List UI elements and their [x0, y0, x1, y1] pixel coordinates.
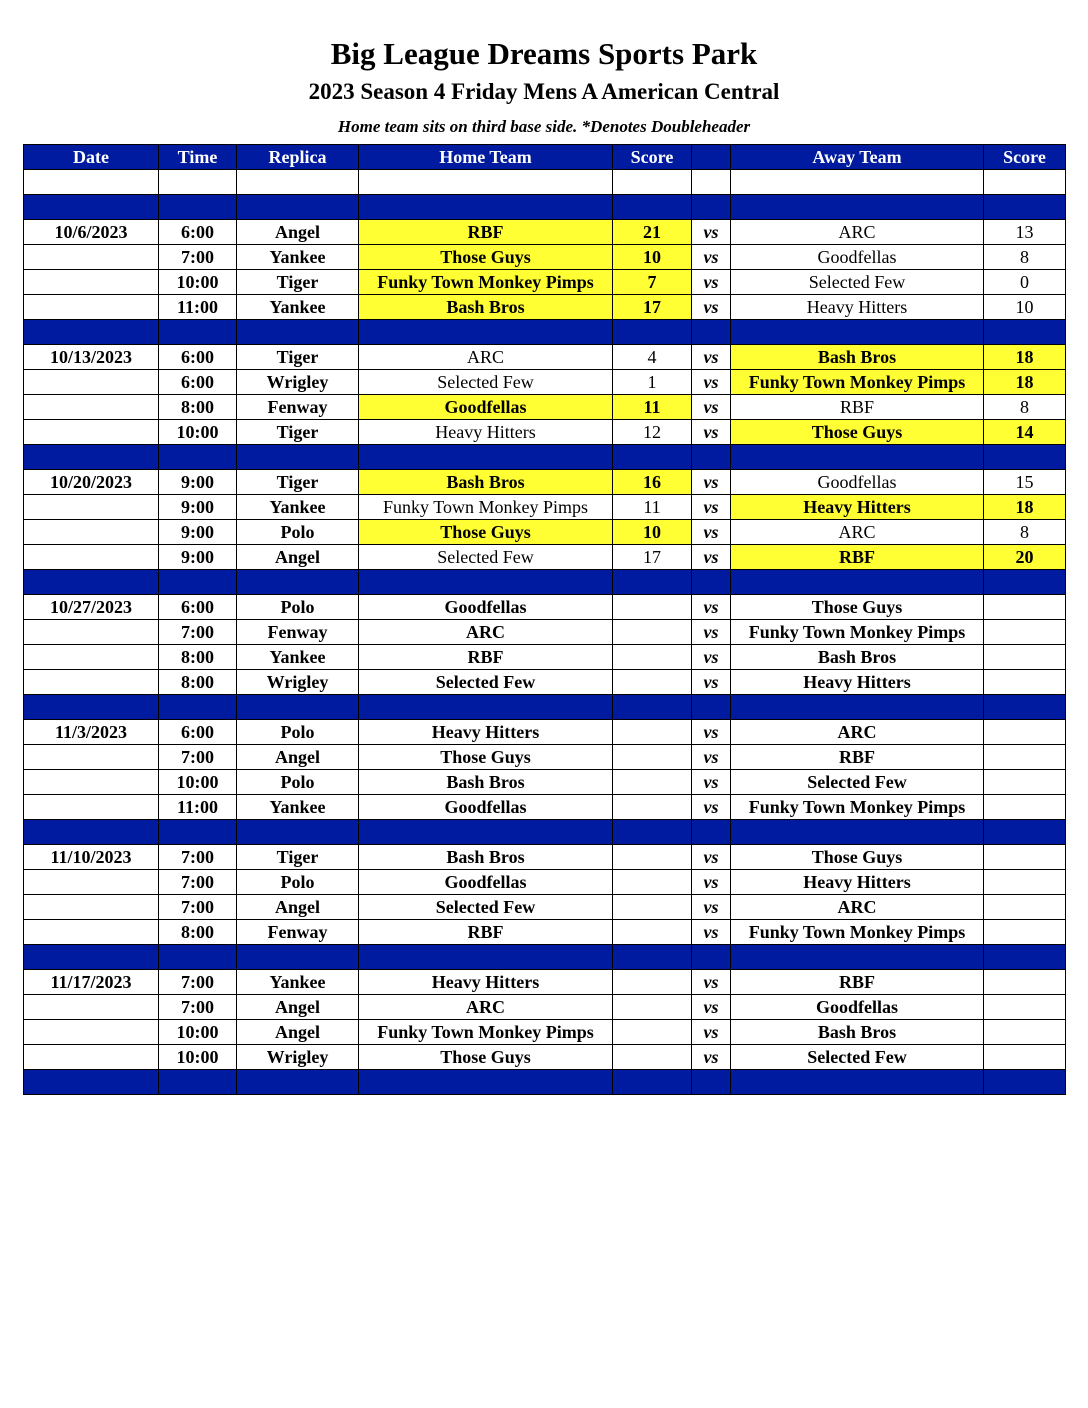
- vs-label: vs: [692, 420, 731, 445]
- home-team: Bash Bros: [359, 295, 613, 320]
- home-team: RBF: [359, 220, 613, 245]
- away-team: ARC: [731, 720, 984, 745]
- away-team: Funky Town Monkey Pimps: [731, 620, 984, 645]
- game-date: 10/6/2023: [24, 220, 159, 245]
- away-team: Funky Town Monkey Pimps: [731, 370, 984, 395]
- away-score: [984, 970, 1066, 995]
- vs-label: vs: [692, 495, 731, 520]
- game-replica: Angel: [237, 1020, 359, 1045]
- game-time: 6:00: [159, 370, 237, 395]
- game-row: [24, 520, 1066, 545]
- away-team: RBF: [731, 545, 984, 570]
- week-separator-row: [24, 445, 1066, 470]
- game-row: [24, 895, 1066, 920]
- game-replica: Angel: [237, 995, 359, 1020]
- game-row: [24, 1020, 1066, 1045]
- home-team: ARC: [359, 345, 613, 370]
- game-replica: Wrigley: [237, 370, 359, 395]
- home-score: 21: [613, 220, 692, 245]
- home-score: [613, 770, 692, 795]
- home-score: [613, 895, 692, 920]
- week-separator-row: [24, 695, 1066, 720]
- col-header-home-team: Home Team: [359, 145, 613, 170]
- home-team: Those Guys: [359, 245, 613, 270]
- home-score: [613, 645, 692, 670]
- game-time: 7:00: [159, 970, 237, 995]
- home-score: [613, 845, 692, 870]
- game-row: [24, 795, 1066, 820]
- week-separator-row: [24, 945, 1066, 970]
- game-time: 9:00: [159, 495, 237, 520]
- game-time: 10:00: [159, 270, 237, 295]
- game-row: [24, 395, 1066, 420]
- game-row: [24, 770, 1066, 795]
- game-date: [24, 395, 159, 420]
- away-score: 18: [984, 495, 1066, 520]
- game-replica: Angel: [237, 545, 359, 570]
- away-team: Bash Bros: [731, 645, 984, 670]
- away-team: Those Guys: [731, 845, 984, 870]
- away-score: [984, 845, 1066, 870]
- game-time: 10:00: [159, 770, 237, 795]
- away-score: [984, 720, 1066, 745]
- game-replica: Fenway: [237, 620, 359, 645]
- vs-label: vs: [692, 795, 731, 820]
- away-team: Heavy Hitters: [731, 670, 984, 695]
- game-row: [24, 370, 1066, 395]
- away-score: 13: [984, 220, 1066, 245]
- game-date: [24, 645, 159, 670]
- game-replica: Fenway: [237, 920, 359, 945]
- game-time: 10:00: [159, 1020, 237, 1045]
- home-score: [613, 595, 692, 620]
- game-time: 6:00: [159, 595, 237, 620]
- home-team: Heavy Hitters: [359, 720, 613, 745]
- away-score: 18: [984, 345, 1066, 370]
- game-row: [24, 995, 1066, 1020]
- home-team: Funky Town Monkey Pimps: [359, 270, 613, 295]
- game-replica: Yankee: [237, 495, 359, 520]
- col-header-home-score: Score: [613, 145, 692, 170]
- game-replica: Angel: [237, 895, 359, 920]
- away-score: 14: [984, 420, 1066, 445]
- home-team: RBF: [359, 920, 613, 945]
- schedule-body: [24, 170, 1066, 1095]
- game-time: 6:00: [159, 345, 237, 370]
- game-replica: Tiger: [237, 470, 359, 495]
- game-time: 9:00: [159, 545, 237, 570]
- vs-label: vs: [692, 370, 731, 395]
- vs-label: vs: [692, 395, 731, 420]
- away-score: [984, 595, 1066, 620]
- game-replica: Polo: [237, 720, 359, 745]
- game-date: [24, 420, 159, 445]
- game-time: 9:00: [159, 520, 237, 545]
- week-separator-row: [24, 570, 1066, 595]
- game-date: [24, 495, 159, 520]
- game-replica: Yankee: [237, 645, 359, 670]
- game-replica: Fenway: [237, 395, 359, 420]
- home-team: Goodfellas: [359, 395, 613, 420]
- game-date: 11/17/2023: [24, 970, 159, 995]
- game-time: 7:00: [159, 245, 237, 270]
- game-date: [24, 795, 159, 820]
- game-time: 7:00: [159, 995, 237, 1020]
- game-row: [24, 420, 1066, 445]
- game-date: [24, 895, 159, 920]
- game-row: [24, 545, 1066, 570]
- vs-label: vs: [692, 220, 731, 245]
- away-team: Goodfellas: [731, 470, 984, 495]
- home-team: Funky Town Monkey Pimps: [359, 1020, 613, 1045]
- away-team: Selected Few: [731, 270, 984, 295]
- game-row: [24, 970, 1066, 995]
- vs-label: vs: [692, 520, 731, 545]
- home-team: ARC: [359, 620, 613, 645]
- away-score: [984, 795, 1066, 820]
- home-score: [613, 1020, 692, 1045]
- away-score: [984, 1020, 1066, 1045]
- away-team: ARC: [731, 220, 984, 245]
- game-date: [24, 620, 159, 645]
- home-score: 12: [613, 420, 692, 445]
- game-replica: Angel: [237, 220, 359, 245]
- game-row: [24, 270, 1066, 295]
- away-score: 0: [984, 270, 1066, 295]
- home-score: [613, 995, 692, 1020]
- vs-label: vs: [692, 770, 731, 795]
- game-row: [24, 295, 1066, 320]
- game-date: 11/3/2023: [24, 720, 159, 745]
- game-row: [24, 345, 1066, 370]
- vs-label: vs: [692, 895, 731, 920]
- game-row: [24, 645, 1066, 670]
- home-team: Those Guys: [359, 1045, 613, 1070]
- vs-label: vs: [692, 345, 731, 370]
- game-date: [24, 245, 159, 270]
- game-date: [24, 770, 159, 795]
- vs-label: vs: [692, 970, 731, 995]
- home-team: Goodfellas: [359, 595, 613, 620]
- home-score: 11: [613, 395, 692, 420]
- game-time: 10:00: [159, 420, 237, 445]
- game-time: 7:00: [159, 745, 237, 770]
- home-team: Bash Bros: [359, 770, 613, 795]
- page-title: Big League Dreams Sports Park: [330, 36, 758, 71]
- home-score: 11: [613, 495, 692, 520]
- away-team: Selected Few: [731, 770, 984, 795]
- page-subtitle: 2023 Season 4 Friday Mens A American Central: [308, 79, 780, 104]
- home-score: 1: [613, 370, 692, 395]
- game-replica: Wrigley: [237, 670, 359, 695]
- vs-label: vs: [692, 645, 731, 670]
- game-time: 8:00: [159, 670, 237, 695]
- home-team: Selected Few: [359, 545, 613, 570]
- away-team: Funky Town Monkey Pimps: [731, 920, 984, 945]
- game-time: 11:00: [159, 795, 237, 820]
- away-team: Bash Bros: [731, 1020, 984, 1045]
- game-date: [24, 1020, 159, 1045]
- col-header-vs: [692, 145, 731, 170]
- away-team: Goodfellas: [731, 995, 984, 1020]
- vs-label: vs: [692, 1020, 731, 1045]
- game-replica: Tiger: [237, 345, 359, 370]
- game-row: [24, 845, 1066, 870]
- game-time: 7:00: [159, 845, 237, 870]
- game-date: 10/20/2023: [24, 470, 159, 495]
- game-time: 10:00: [159, 1045, 237, 1070]
- vs-label: vs: [692, 470, 731, 495]
- game-row: [24, 470, 1066, 495]
- vs-label: vs: [692, 245, 731, 270]
- home-score: 17: [613, 545, 692, 570]
- vs-label: vs: [692, 295, 731, 320]
- home-score: 17: [613, 295, 692, 320]
- col-header-away-team: Away Team: [731, 145, 984, 170]
- away-score: [984, 745, 1066, 770]
- vs-label: vs: [692, 745, 731, 770]
- col-header-time: Time: [159, 145, 237, 170]
- away-score: [984, 895, 1066, 920]
- vs-label: vs: [692, 545, 731, 570]
- game-time: 6:00: [159, 220, 237, 245]
- week-separator-row: [24, 320, 1066, 345]
- home-team: RBF: [359, 645, 613, 670]
- home-score: 16: [613, 470, 692, 495]
- away-score: [984, 920, 1066, 945]
- game-replica: Polo: [237, 595, 359, 620]
- away-score: 8: [984, 245, 1066, 270]
- home-score: 10: [613, 245, 692, 270]
- vs-label: vs: [692, 920, 731, 945]
- game-replica: Yankee: [237, 295, 359, 320]
- home-score: [613, 795, 692, 820]
- away-team: Bash Bros: [731, 345, 984, 370]
- game-replica: Polo: [237, 770, 359, 795]
- game-row: [24, 620, 1066, 645]
- page-note: Home team sits on third base side. *Denotes Doubleheader: [337, 117, 751, 136]
- vs-label: vs: [692, 595, 731, 620]
- home-team: Selected Few: [359, 895, 613, 920]
- game-row: [24, 220, 1066, 245]
- away-score: 15: [984, 470, 1066, 495]
- game-date: [24, 520, 159, 545]
- away-team: Heavy Hitters: [731, 495, 984, 520]
- vs-label: vs: [692, 670, 731, 695]
- week-separator-row: [24, 195, 1066, 220]
- game-replica: Yankee: [237, 970, 359, 995]
- game-time: 9:00: [159, 470, 237, 495]
- away-team: RBF: [731, 395, 984, 420]
- game-date: [24, 295, 159, 320]
- game-date: [24, 995, 159, 1020]
- vs-label: vs: [692, 720, 731, 745]
- game-date: [24, 745, 159, 770]
- vs-label: vs: [692, 1045, 731, 1070]
- away-team: Goodfellas: [731, 245, 984, 270]
- col-header-date: Date: [24, 145, 159, 170]
- away-score: [984, 870, 1066, 895]
- game-row: [24, 720, 1066, 745]
- away-score: 10: [984, 295, 1066, 320]
- week-separator-row: [24, 1070, 1066, 1095]
- game-row: [24, 495, 1066, 520]
- game-row: [24, 245, 1066, 270]
- home-team: Selected Few: [359, 370, 613, 395]
- home-score: [613, 720, 692, 745]
- away-team: Heavy Hitters: [731, 870, 984, 895]
- vs-label: vs: [692, 620, 731, 645]
- blank-row: [24, 170, 1066, 195]
- game-replica: Tiger: [237, 420, 359, 445]
- away-score: [984, 1045, 1066, 1070]
- game-row: [24, 670, 1066, 695]
- game-row: [24, 595, 1066, 620]
- home-team: Selected Few: [359, 670, 613, 695]
- game-time: 8:00: [159, 395, 237, 420]
- home-team: Heavy Hitters: [359, 420, 613, 445]
- home-team: Goodfellas: [359, 870, 613, 895]
- away-score: 8: [984, 395, 1066, 420]
- game-replica: Tiger: [237, 845, 359, 870]
- home-score: [613, 620, 692, 645]
- game-replica: Yankee: [237, 245, 359, 270]
- game-time: 8:00: [159, 920, 237, 945]
- week-separator-row: [24, 820, 1066, 845]
- game-time: 8:00: [159, 645, 237, 670]
- home-team: Those Guys: [359, 745, 613, 770]
- away-score: [984, 770, 1066, 795]
- away-team: Heavy Hitters: [731, 295, 984, 320]
- away-score: 8: [984, 520, 1066, 545]
- away-team: Funky Town Monkey Pimps: [731, 795, 984, 820]
- away-team: ARC: [731, 520, 984, 545]
- game-time: 11:00: [159, 295, 237, 320]
- vs-label: vs: [692, 870, 731, 895]
- home-score: [613, 920, 692, 945]
- home-score: [613, 870, 692, 895]
- away-team: Those Guys: [731, 420, 984, 445]
- game-replica: Polo: [237, 870, 359, 895]
- away-score: 20: [984, 545, 1066, 570]
- home-team: Those Guys: [359, 520, 613, 545]
- away-score: [984, 995, 1066, 1020]
- vs-label: vs: [692, 995, 731, 1020]
- away-team: ARC: [731, 895, 984, 920]
- home-team: Bash Bros: [359, 470, 613, 495]
- away-score: [984, 670, 1066, 695]
- home-score: 7: [613, 270, 692, 295]
- home-team: Funky Town Monkey Pimps: [359, 495, 613, 520]
- away-team: Those Guys: [731, 595, 984, 620]
- game-row: [24, 870, 1066, 895]
- col-header-replica: Replica: [237, 145, 359, 170]
- home-team: Heavy Hitters: [359, 970, 613, 995]
- schedule-table: [23, 144, 1066, 1095]
- game-date: [24, 670, 159, 695]
- vs-label: vs: [692, 270, 731, 295]
- game-replica: Yankee: [237, 795, 359, 820]
- game-replica: Tiger: [237, 270, 359, 295]
- game-row: [24, 745, 1066, 770]
- game-row: [24, 1045, 1066, 1070]
- header-row: [24, 145, 1066, 170]
- col-header-away-score: Score: [984, 145, 1066, 170]
- game-date: [24, 920, 159, 945]
- game-time: 6:00: [159, 720, 237, 745]
- home-score: [613, 745, 692, 770]
- home-team: Goodfellas: [359, 795, 613, 820]
- game-date: 10/13/2023: [24, 345, 159, 370]
- home-score: [613, 670, 692, 695]
- game-replica: Angel: [237, 745, 359, 770]
- home-score: [613, 970, 692, 995]
- game-date: [24, 270, 159, 295]
- home-score: [613, 1045, 692, 1070]
- game-time: 7:00: [159, 620, 237, 645]
- home-team: Bash Bros: [359, 845, 613, 870]
- away-score: 18: [984, 370, 1066, 395]
- away-score: [984, 645, 1066, 670]
- game-date: [24, 870, 159, 895]
- home-team: ARC: [359, 995, 613, 1020]
- home-score: 10: [613, 520, 692, 545]
- game-date: 11/10/2023: [24, 845, 159, 870]
- game-date: [24, 545, 159, 570]
- game-replica: Polo: [237, 520, 359, 545]
- home-score: 4: [613, 345, 692, 370]
- game-time: 7:00: [159, 870, 237, 895]
- vs-label: vs: [692, 845, 731, 870]
- away-team: Selected Few: [731, 1045, 984, 1070]
- game-row: [24, 920, 1066, 945]
- game-replica: Wrigley: [237, 1045, 359, 1070]
- away-score: [984, 620, 1066, 645]
- game-date: [24, 370, 159, 395]
- away-team: RBF: [731, 745, 984, 770]
- game-time: 7:00: [159, 895, 237, 920]
- game-date: 10/27/2023: [24, 595, 159, 620]
- game-date: [24, 1045, 159, 1070]
- away-team: RBF: [731, 970, 984, 995]
